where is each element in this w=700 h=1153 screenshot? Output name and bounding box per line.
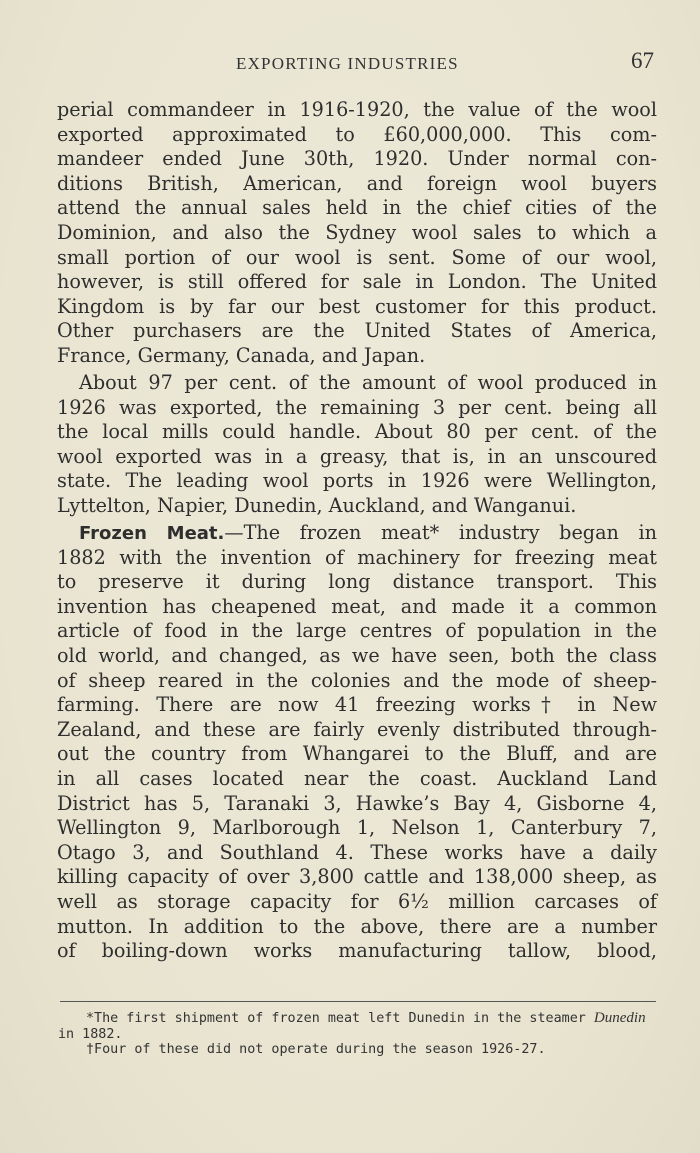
text-line: of boiling-down works manufacturing tallow, blood,	[57, 939, 657, 963]
footnote-1-continuation: in 1882.	[58, 1026, 123, 1042]
text-line: invention has cheapened meat, and made it a common	[57, 594, 657, 618]
text-line: wool exported was in a greasy, that is, in an unscoured	[57, 444, 657, 468]
text-line: mandeer ended June 30th, 1920. Under normal con-	[57, 147, 657, 171]
text-line: Zealand, and these are fairly evenly distributed through-	[57, 717, 657, 741]
heading-line-rest: —The frozen meat* industry began in	[224, 521, 657, 545]
text-line: mutton. In addition to the above, there are a number	[57, 914, 657, 938]
text-line: state. The leading wool ports in 1926 were Wellington,	[57, 469, 657, 493]
page-number: 67	[631, 48, 654, 73]
footnote-2: †Four of these did not operate during the season 1926-27.	[86, 1042, 546, 1057]
footnote-1-text: *The first shipment of frozen meat left Dunedin in the steamer	[86, 1011, 586, 1026]
text-line: in all cases located near the coast. Auckland Land	[57, 767, 657, 791]
text-line: Otago 3, and Southland 4. These works have a daily	[57, 840, 657, 864]
section-heading: Frozen Meat.	[79, 523, 225, 545]
text-line: exported approximated to £60,000,000. This com-	[57, 122, 657, 146]
text-line: perial commandeer in 1916-1920, the value of the wool	[57, 98, 657, 121]
text-line: however, is still offered for sale in London. The United	[57, 270, 657, 294]
paragraph-wool-exports	[57, 371, 657, 519]
text-line: article of food in the large centres of population in the	[57, 619, 657, 643]
running-title: EXPORTING INDUSTRIES	[236, 54, 459, 73]
paragraph-frozen-meat	[57, 521, 657, 964]
text-line: Lyttelton, Napier, Dunedin, Auckland, and Wanganui.	[57, 494, 577, 517]
text-line: About 97 per cent. of the amount of wool produced in	[79, 371, 657, 395]
text-line: Dominion, and also the Sydney wool sales to which a	[57, 220, 657, 244]
text-line: of sheep reared in the colonies and the mode of sheep-	[57, 668, 657, 692]
text-line: out the country from Whangarei to the Bluff, and are	[57, 742, 657, 766]
text-line: small portion of our wool is sent. Some of our wool,	[57, 245, 657, 269]
text-line: Kingdom is by far our best customer for this product.	[57, 294, 657, 318]
text-line: attend the annual sales held in the chief cities of the	[57, 196, 657, 220]
text-line	[57, 521, 657, 546]
footnote-divider	[60, 1001, 656, 1002]
text-line: killing capacity of over 3,800 cattle and 138,000 sheep, as	[57, 865, 657, 889]
text-line: Other purchasers are the United States of America,	[57, 319, 657, 343]
text-line: Wellington 9, Marlborough 1, Nelson 1, Canterbury 7,	[57, 816, 657, 840]
text-line: the local mills could handle. About 80 per cent. of the	[57, 420, 657, 444]
text-line: to preserve it during long distance transport. This	[57, 570, 657, 594]
text-line: France, Germany, Canada, and Japan.	[57, 343, 426, 367]
page-header	[56, 48, 656, 78]
footnote-1	[58, 1011, 658, 1027]
footnotes	[58, 1011, 658, 1058]
text-line: 1926 was exported, the remaining 3 per cent. being all	[57, 395, 657, 419]
text-line: District has 5, Taranaki 3, Hawke’s Bay 4, Gisborne 4,	[57, 791, 657, 815]
text-line: old world, and changed, as we have seen, both the class	[57, 644, 657, 668]
body-text	[57, 98, 657, 964]
text-line: 1882 with the invention of machinery for freezing meat	[57, 545, 657, 569]
text-line: well as storage capacity for 6½ million carcases of	[57, 890, 657, 913]
footnote-1-ship-name: Dunedin	[593, 1010, 646, 1026]
text-line: ditions British, American, and foreign wool buyers	[57, 171, 657, 195]
text-line: farming. There are now 41 freezing works† in New	[57, 693, 657, 717]
paragraph-wool-commandeer	[57, 98, 657, 369]
